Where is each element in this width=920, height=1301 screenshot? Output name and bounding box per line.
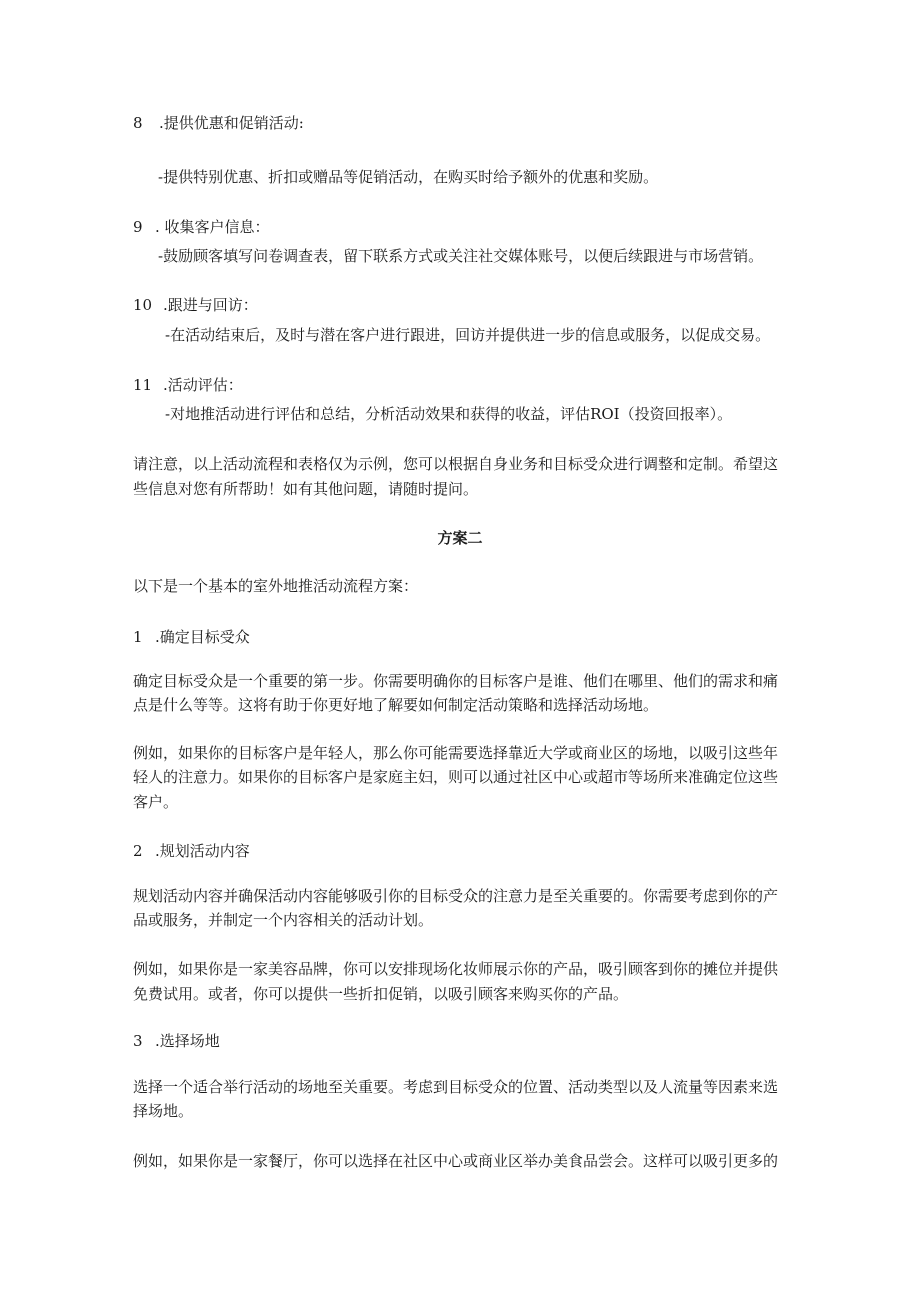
section-2-para-2-line: 免费试用。或者，你可以提供一些折扣促销，以吸引顾客来购买你的产品。 [133,985,629,1003]
section-1-heading [133,626,250,648]
section-2-para-1-line: 规划活动内容并确保活动内容能够吸引你的目标受众的注意力是至关重要的。你需要考虑到你的产 [133,887,779,905]
section-3-para-1-line: 选择一个适合举行活动的场地至关重要。考虑到目标受众的位置、活动类型以及人流量等因素来选 [133,1078,779,1096]
item-number: 8 [133,114,143,132]
section-1-para-2-line: 轻人的注意力。如果你的目标客户是家庭主妇，则可以通过社区中心或超市等场所来准确定位这些 [133,768,779,786]
section-2-para-2-line: 例如，如果你是一家美容品牌，你可以安排现场化妆师展示你的产品，吸引顾客到你的摊位并提供 [133,960,779,978]
section-3-para-2-line: 例如，如果你是一家餐厅，你可以选择在社区中心或商业区举办美食品尝会。这样可以吸引更多的 [133,1152,779,1170]
section-title: .确定目标受众 [155,628,250,646]
section-number: 3 [133,1032,143,1050]
item-title: .提供优惠和促销活动: [159,114,304,132]
list-item-8-description: -提供特别优惠、折扣或赠品等促销活动，在购买时给予额外的优惠和奖励。 [158,168,659,186]
section-3-para-1-line: 择场地。 [133,1102,194,1120]
item-title: .活动评估： [163,376,243,394]
list-item-10-description: -在活动结束后，及时与潜在客户进行跟进，回访并提供进一步的信息或服务，以促成交易。 [165,326,771,344]
note-line-2: 些信息对您有所帮助！如有其他问题，请随时提问。 [133,480,479,498]
section-1-para-1-line: 确定目标受众是一个重要的第一步。你需要明确你的目标客户是谁、他们在哪里、他们的需求和痛 [133,672,779,690]
plan2-heading: 方案二 [437,529,483,547]
item-title: .跟进与回访： [163,296,258,314]
note-line-1: 请注意，以上活动流程和表格仅为示例，您可以根据自身业务和目标受众进行调整和定制。希望这 [133,455,779,473]
section-title: .选择场地 [155,1032,220,1050]
list-item-9-description: -鼓励顾客填写问卷调查表，留下联系方式或关注社交媒体账号，以便后续跟进与市场营销。 [158,247,764,265]
item-number: 10 [133,296,153,314]
section-1-para-2-line: 例如，如果你的目标客户是年轻人，那么你可能需要选择靠近大学或商业区的场地，以吸引这些年 [133,744,779,762]
item-title: . 收集客户信息： [155,218,270,236]
list-item-10-heading [133,294,258,316]
item-number: 11 [133,376,153,394]
section-3-heading [133,1030,220,1052]
section-1-para-2-line: 客户。 [133,793,179,811]
item-number: 9 [133,218,143,236]
list-item-11-description: -对地推活动进行评估和总结，分析活动效果和获得的收益，评估ROI（投资回报率）。 [165,405,733,423]
section-title: .规划活动内容 [155,842,250,860]
list-item-9-heading [133,216,270,238]
list-item-8-heading [133,112,304,134]
section-2-para-1-line: 品或服务，并制定一个内容相关的活动计划。 [133,911,434,929]
section-number: 1 [133,628,143,646]
plan2-intro: 以下是一个基本的室外地推活动流程方案： [133,577,419,595]
section-2-heading [133,840,250,862]
list-item-11-heading [133,374,243,396]
section-number: 2 [133,842,143,860]
section-1-para-1-line: 点是什么等等。这将有助于你更好地了解要如何制定活动策略和选择活动场地。 [133,696,659,714]
